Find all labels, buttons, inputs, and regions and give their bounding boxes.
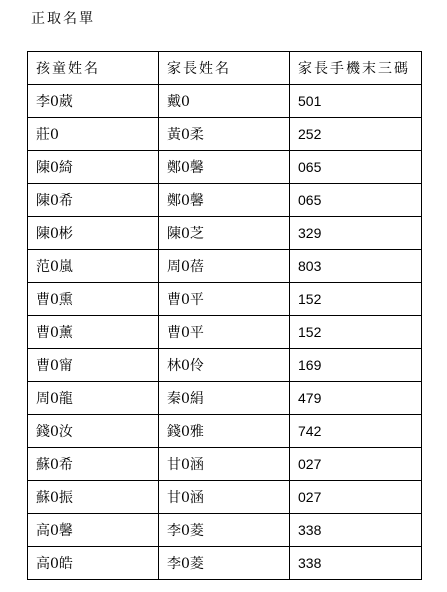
phone-digits-cell: 742 (290, 415, 422, 448)
parent-name-cell: 曹0平 (159, 283, 290, 316)
header-phone-last-digits: 家長手機末三碼 (290, 52, 422, 85)
parent-name-cell: 李0菱 (159, 547, 290, 580)
child-name-cell: 陳0彬 (28, 217, 159, 250)
parent-name-cell: 甘0涵 (159, 481, 290, 514)
parent-name-cell: 鄭0馨 (159, 184, 290, 217)
child-name-cell: 陳0希 (28, 184, 159, 217)
table-row (28, 514, 422, 547)
child-name-cell: 曹0熏 (28, 283, 159, 316)
parent-name-cell: 李0菱 (159, 514, 290, 547)
phone-digits-cell: 027 (290, 481, 422, 514)
phone-digits-cell: 338 (290, 547, 422, 580)
phone-digits-cell: 065 (290, 184, 422, 217)
table-row (28, 349, 422, 382)
table-row (28, 382, 422, 415)
child-name-cell: 曹0薰 (28, 316, 159, 349)
phone-digits-cell: 252 (290, 118, 422, 151)
table-row (28, 151, 422, 184)
child-name-cell: 蘇0希 (28, 448, 159, 481)
phone-digits-cell: 479 (290, 382, 422, 415)
header-child-name: 孩童姓名 (28, 52, 159, 85)
phone-digits-cell: 027 (290, 448, 422, 481)
table-row (28, 547, 422, 580)
child-name-cell: 范0嵐 (28, 250, 159, 283)
phone-digits-cell: 501 (290, 85, 422, 118)
table-row (28, 250, 422, 283)
table-row (28, 283, 422, 316)
admission-list-table (27, 51, 422, 580)
child-name-cell: 陳0綺 (28, 151, 159, 184)
table-row (28, 481, 422, 514)
child-name-cell: 李0葳 (28, 85, 159, 118)
child-name-cell: 蘇0振 (28, 481, 159, 514)
table-row (28, 118, 422, 151)
table-row (28, 217, 422, 250)
parent-name-cell: 鄭0馨 (159, 151, 290, 184)
table-row (28, 448, 422, 481)
child-name-cell: 莊0 (28, 118, 159, 151)
table-row (28, 184, 422, 217)
table-row (28, 415, 422, 448)
table-header-row (28, 52, 422, 85)
parent-name-cell: 錢0雅 (159, 415, 290, 448)
parent-name-cell: 周0蓓 (159, 250, 290, 283)
child-name-cell: 曹0甯 (28, 349, 159, 382)
phone-digits-cell: 152 (290, 316, 422, 349)
child-name-cell: 周0龍 (28, 382, 159, 415)
parent-name-cell: 曹0平 (159, 316, 290, 349)
document-title: 正取名單 (31, 11, 95, 27)
phone-digits-cell: 169 (290, 349, 422, 382)
parent-name-cell: 黃0柔 (159, 118, 290, 151)
parent-name-cell: 秦0絹 (159, 382, 290, 415)
child-name-cell: 高0馨 (28, 514, 159, 547)
parent-name-cell: 陳0芝 (159, 217, 290, 250)
phone-digits-cell: 338 (290, 514, 422, 547)
phone-digits-cell: 065 (290, 151, 422, 184)
table-row (28, 316, 422, 349)
phone-digits-cell: 152 (290, 283, 422, 316)
parent-name-cell: 林0伶 (159, 349, 290, 382)
phone-digits-cell: 329 (290, 217, 422, 250)
child-name-cell: 錢0汝 (28, 415, 159, 448)
parent-name-cell: 戴0 (159, 85, 290, 118)
child-name-cell: 高0皓 (28, 547, 159, 580)
header-parent-name: 家長姓名 (159, 52, 290, 85)
phone-digits-cell: 803 (290, 250, 422, 283)
table-row (28, 85, 422, 118)
parent-name-cell: 甘0涵 (159, 448, 290, 481)
